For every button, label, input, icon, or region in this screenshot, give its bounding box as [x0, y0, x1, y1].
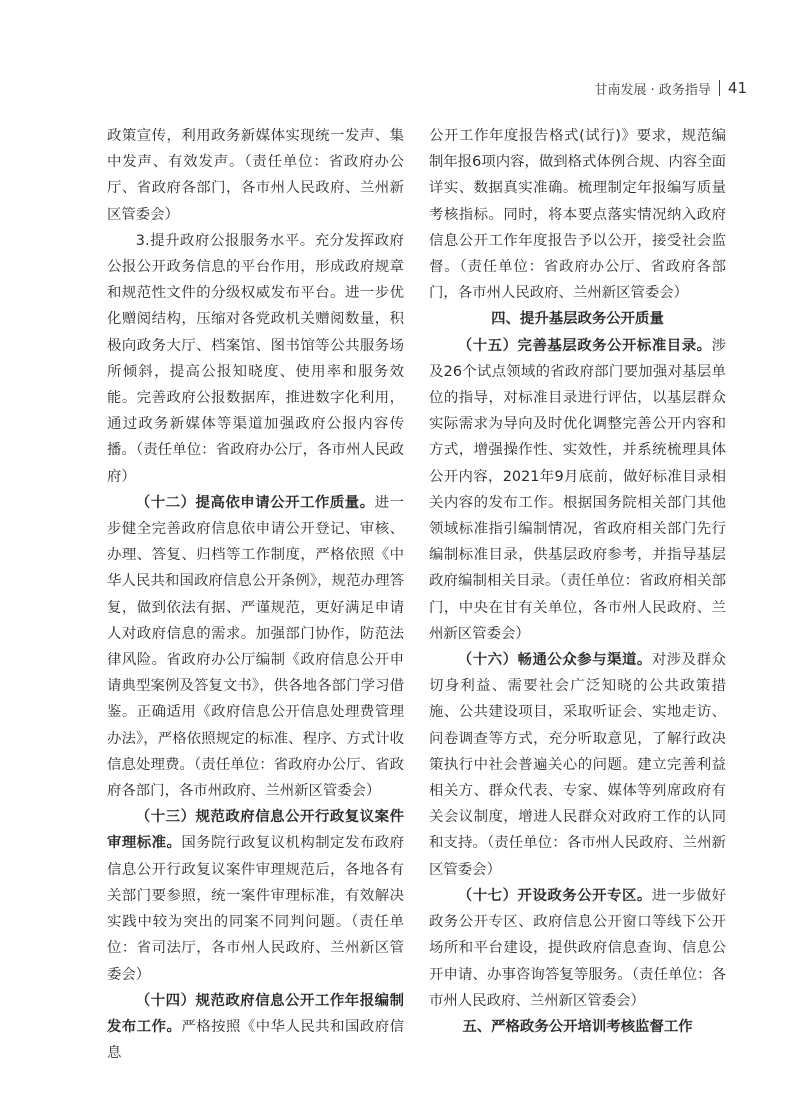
paragraph-body: 对涉及群众切身利益、需要社会广泛知晓的公共政策措施、公共建设项目，采取听证会、实地走访、问卷调查等方式，充分听取意见，了解行政决策执行中社会普遍关心的问题。建立完善利益相关方、群众代表、专家、媒体等列席政府有关会议制度，增进人民群众对政府工作的认同和支持。（责任单位：各市州人民政府、兰州新区管委会）	[429, 652, 726, 878]
paragraph	[429, 647, 726, 883]
paragraph	[429, 883, 726, 1014]
section-heading: 五、严格政务公开培训考核监督工作	[462, 1018, 693, 1035]
paragraph-heading: （十三）规范政府信息公开行政复议案件审理标准。	[107, 809, 404, 852]
header-section-title: 甘南发展 · 政务指导	[594, 82, 711, 98]
paragraph-heading: （十六）畅通公众参与渠道。	[457, 652, 652, 669]
paragraph-heading: （十二）提高依申请公开工作质量。	[135, 494, 375, 511]
paragraph	[107, 988, 404, 1067]
section-heading: 四、提升基层政务公开质量	[491, 311, 664, 328]
paragraph: 3.提升政府公报服务水平。充分发挥政府公报公开政务信息的平台作用，形成政府规章和规范性文件的分级权威发布平台。进一步优化赠阅结构，压缩对各党政机关赠阅数量，积极向政务大厅、档案馆、图书馆等公共服务场所倾斜，提高公报知晓度、使用率和服务效能。完善政府公报数据库，推进数字化利用，通过政务新媒体等渠道加强政府公报内容传播。（责任单位：省政府办公厅，各市州人民政府）	[107, 232, 404, 485]
paragraph-heading: （十四）规范政府信息公开工作年报编制发布工作。	[107, 992, 404, 1035]
paragraph	[107, 804, 404, 987]
paragraph	[429, 333, 726, 647]
header-divider	[719, 80, 720, 96]
paragraph-body: 严格按照《中华人民共和国政府信息	[107, 1018, 404, 1062]
paragraph-body: 进一步健全完善政府信息依申请公开登记、审核、办理、答复、归档等工作制度，严格依照《中华人民共和国政府信息公开条例》，规范办理答复，做到依法有据、严谨规范，更好满足申请人对政府信息的需求。加强部门协作，防范法律风险。省政府办公厅编制《政府信息公开申请典型案例及答复文书》，供各地各部门学习借鉴。正确适用《政府信息公开信息处理费管理办法》，严格依照规定的标准、程序、方式计收信息处理费。（责任单位：省政府办公厅、省政府各部门，各市州政府、兰州新区管委会）	[107, 494, 404, 800]
paragraph: 政策宣传，利用政务新媒体实现统一发声、集中发声、有效发声。（责任单位：省政府办公厅、省政府各部门，各市州人民政府、兰州新区管委会）	[107, 128, 404, 223]
paragraph-body: 进一步做好政务公开专区、政府信息公开窗口等线下公开场所和平台建设，提供政府信息查询、信息公开申请、办事咨询答复等服务。（责任单位：各市州人民政府、兰州新区管委会）	[429, 887, 726, 1009]
paragraph-body: 涉及26个试点领域的省政府部门要加强对基层单位的指导，对标准目录进行评估，以基层群众实际需求为导向及时优化调整完善公开内容和方式，增强操作性、实效性，并系统梳理具体公开内容，2021年9月底前，做好标准目录相关内容的发布工作。根据国务院相关部门其他领域标准指引编制情况，省政府相关部门先行编制标准目录，供基层政府参考，并指导基层政府编制相关目录。（责任单位：省政府相关部门，中央在甘有关单位，各市州人民政府、兰州新区管委会）	[429, 337, 726, 642]
right-column	[429, 123, 726, 1040]
running-header	[595, 78, 748, 98]
left-column	[107, 123, 404, 1066]
paragraph-body: 国务院行政复议机构制定发布政府信息公开行政复议案件审理规范后，各地各有关部门要参照，统一案件审理标准，有效解决实践中较为突出的同案不同判问题。（责任单位：省司法厅，各市州人民政府、兰州新区管委会）	[107, 835, 404, 983]
paragraph: 公开工作年度报告格式(试行)》要求，规范编制年报6项内容，做到格式体例合规、内容全面详实、数据真实准确。梳理制定年报编写质量考核指标。同时，将本要点落实情况纳入政府信息公开工作年度报告予以公开，接受社会监督。（责任单位：省政府办公厅、省政府各部门，各市州人民政府、兰州新区管委会）	[429, 128, 726, 302]
paragraph-heading: （十七）开设政务公开专区。	[457, 887, 652, 904]
paragraph-heading: （十五）完善基层政务公开标准目录。	[457, 337, 712, 354]
paragraph	[107, 490, 404, 804]
page-number: 41	[727, 79, 747, 97]
